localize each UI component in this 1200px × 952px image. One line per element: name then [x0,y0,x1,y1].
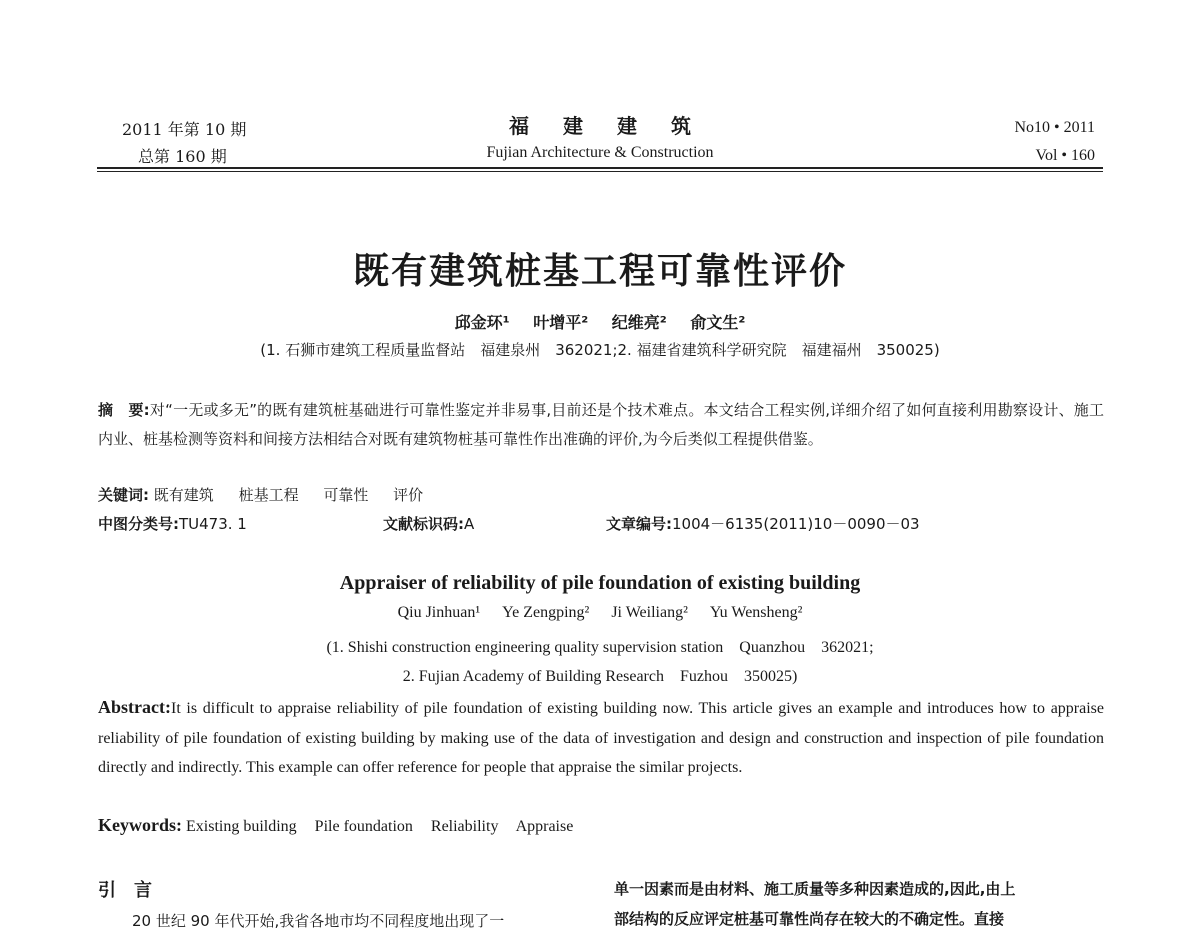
author-cn: 邱金环¹ [454,313,510,332]
keywords-cn-label: 关键词: [98,486,149,504]
document-code [383,513,474,534]
author-list-en [0,604,1200,622]
keyword-cn: 评价 [393,486,424,504]
issue-total-number: 总第 160 期 [138,147,227,166]
author-cn: 纪维亮² [611,313,667,332]
issue-year-number: 2011 年第 10 期 [122,120,247,139]
author-list-cn [0,310,1200,333]
section-heading-introduction: 引言 [98,880,170,901]
keyword-cn: 可靠性 [323,486,369,504]
keywords-en [98,815,587,836]
affiliation-en-line2: 2. Fujian Academy of Building Research Fuzhou 350025) [402,668,798,685]
keyword-en: Appraise [515,818,574,835]
abstract-en-label: Abstract: [98,697,171,717]
paper-title-en: Appraiser of reliability of pile foundation of existing building [339,572,861,594]
author-en: Ye Zengping² [502,604,590,621]
article-number-value: 1004－6135(2011)10－0090－03 [672,515,920,533]
paper-title-cn: 既有建筑桩基工程可靠性评价 [352,251,847,292]
clc-label: 中图分类号: [98,515,179,533]
body-column-right [614,874,1104,934]
abstract-en-text: It is difficult to appraise reliability of pile foundation of existing building now. This article gives an example and introduces how to appraise reliability of pile foundation of existing building by making use of the data of investigation and design and construction and inspection of pile foundation directly and indirectly. This example can offer reference for people that appraise the similar projects. [98,700,1104,776]
keyword-cn: 既有建筑 [153,486,214,504]
keyword-en: Existing building [186,818,297,835]
author-cn: 叶增平² [533,313,589,332]
issue-number-en: No10 • 2011 [1014,119,1095,136]
volume-number: Vol • 160 [1035,147,1095,164]
abstract-en [98,693,1104,783]
affiliation-en-line1: (1. Shishi construction engineering quality supervision station Quanzhou 362021; [326,639,874,656]
body-column-left: 20 世纪 90 年代开始,我省各地市均不同程度地出现了一 [132,912,505,930]
abstract-cn [98,396,1104,454]
clc-value: TU473. 1 [179,515,247,533]
body-line: 部结构的反应评定桩基可靠性尚存在较大的不确定性。直接 [614,910,1005,928]
document-code-value: A [464,515,475,533]
issue-info [122,116,246,170]
abstract-cn-label: 摘 要: [98,401,150,419]
affiliation-cn: (1. 石狮市建筑工程质量监督站 福建泉州 362021;2. 福建省建筑科学研究院 福建福州 350025) [260,341,940,359]
journal-name-cn: 福建建筑 [509,114,725,138]
article-number [606,513,920,534]
author-en: Yu Wensheng² [709,604,803,621]
journal-name-en: Fujian Architecture & Construction [486,144,714,161]
keyword-cn: 桩基工程 [238,486,299,504]
header-rule-thin [97,171,1103,172]
author-en: Qiu Jinhuan¹ [397,604,481,621]
keyword-en: Pile foundation [314,818,413,835]
clc-number [98,513,247,534]
article-number-label: 文章编号: [606,515,672,533]
keywords-en-label: Keywords: [98,815,182,835]
volume-info [1014,114,1095,170]
document-code-label: 文献标识码: [383,515,464,533]
header-rule-thick [97,167,1103,169]
abstract-cn-text: 对“一无或多无”的既有建筑桩基础进行可靠性鉴定并非易事,目前还是个技术难点。本文结合工程实例,详细介绍了如何直接利用勘察设计、施工内业、桩基检测等资料和间接方法相结合对既有建筑物桩基可靠性作出准确的评价,为今后类似工程提供借鉴。 [98,401,1105,448]
author-cn: 俞文生² [690,313,746,332]
keywords-cn [98,484,443,505]
body-line: 单一因素而是由材料、施工质量等多种因素造成的,因此,由上 [614,880,1016,898]
keyword-en: Reliability [430,818,499,835]
journal-name [400,112,800,166]
author-en: Ji Weiliang² [611,604,688,621]
